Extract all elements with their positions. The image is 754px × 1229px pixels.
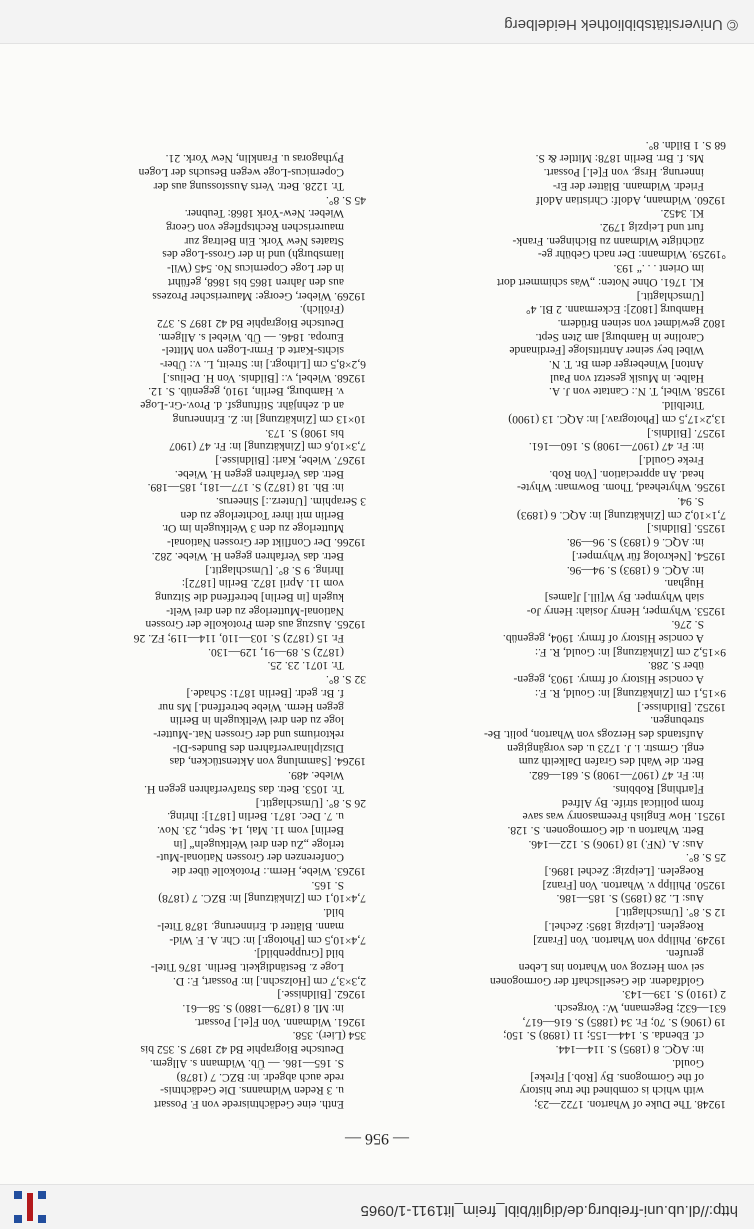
text-line: 19255. [Bildnis.] [647,522,726,536]
text-line: Gould. [672,1056,704,1070]
text-line: in: AQC. 6 (1893) S. 96—98. [566,536,704,550]
text-line: 19253. Whymper, Henry Josiah: Henry Jo- [526,604,726,618]
text-line: v. Hamburg, Berlin, 1910, gegenüb. S. 12. [148,385,344,399]
text-line: züchtigte Widmann zu Bichingen. Frank- [512,234,704,248]
text-line: mann. Blätter d. Erinnerung. 1878 Titel- [157,919,344,933]
text-line: 9×15,2 cm [Zinkätzung] in: Gould, R. F.: [534,645,726,659]
text-line: engl. Grmstr. i. J. 1723 u. des vorgängigen [507,741,704,755]
text-line: gegen Herm. Wiebe betreffend.] Ms nur [158,700,344,714]
text-line: rektoriums und der Grossen Nat.-Mutter- [153,728,344,742]
text-line: 7,4×10,5 cm [Photogr.] in: Chr. A. F. Wid- [169,933,366,947]
text-line: furt und Leipzig 1792. [599,221,704,234]
text-line: F[arthing] Robbins. [612,782,704,796]
text-line: in: Fr. 47 (1907—1908) S. 681—682. [528,769,704,783]
text-line: liamsburgh) und in der Gross-Loge des [162,248,344,262]
text-line: Wiebe. 489. [288,769,344,783]
text-line: 19268. Wiebel, v.: [Bildnis. Von H. Delius.] [163,371,366,385]
footer-copyright: © Universitätsbibliothek Heidelberg [504,16,738,33]
text-line: Caroline in Hamburg] am 2ten Sept. [535,330,704,344]
text-line: S. 94. [677,495,704,509]
text-line: 7,4×10,1 cm [Zinkätzung] in: BZC. 7 (1878) [158,892,366,906]
text-line: 45 S. 8°. [325,193,366,207]
text-line: 2 (1910) S. 139—143. [621,988,726,1002]
text-line: vom 11. April 1872. Berlin [1872]: [181,577,344,591]
text-line: 19254. [Nekrolog für Whymper.] [571,549,726,563]
text-line: im Orient . . .“ 193. [613,262,704,276]
text-line: 19250. Philipp v. Wharton. Von [Franz] [542,878,726,892]
text-line: u. 7. Dec. 1871. Berlin [1871]: Ihring. [167,810,344,824]
text-line: Pythagoras u. Franklin, New York. 21. [165,152,344,166]
text-line: 19 (1906) S. 70; Fr. 34 (1885) S. 616—617, [522,1015,726,1029]
text-line: Betr. die Wahl des Grafen Dalkeith zum [518,755,704,769]
text-line: [Umschlagtit.] [636,289,704,303]
text-line: Aus: A. (NF.) 18 (1906) S. 122—146. [528,837,704,851]
text-line: Hughan. [664,577,704,591]
text-line: 6,2×8,5 cm [Lithogr.] in: Streitt, L. v.: Über- [159,358,366,372]
text-line: 26 S. 8°. [Umschlagtit.] [255,796,366,810]
text-line: Titelbild. [661,399,704,413]
text-line: in: Fr. 47 (1907—1908) S. 160—161. [528,440,704,454]
text-line: 7,1×10,2 cm [Zinkätzung] in: AQC. 6 (1893) [516,508,726,522]
text-line: head. An appreciation. [Von Rob. [549,467,704,481]
text-line: Goldfadenr. die Gesellschaft der Gormogonen [489,974,704,988]
text-line: Betr. das Verfahren gegen H. Wiebe. [174,467,344,481]
text-line: Berlin mit ihrer Tochterloge zu den [180,508,344,522]
text-line: Kl. 1761. Ohne Noten: „Was schimmert dort [496,275,704,289]
text-line: 19261. Widmann. Von F[el.] Possart. [194,1015,366,1029]
text-line: Europa. 1846. — Üb. Wiebel s. Allgem. [158,330,344,344]
text-line: Wieber. New-York 1868: Teubner. [184,207,344,221]
text-line: cf. Ebenda. S. 144—155; 11 (1898) S. 150; [503,1029,704,1043]
text-line: 19262. [Bildnisse.] [277,988,366,1002]
text-line: aus den Jahren 1865 bis 1868, geführt [167,275,344,289]
text-line: über S. 288. [647,659,704,673]
text-line: S. 165. [311,878,344,892]
text-line: an d. zehnjähr. Stiftungsf. d. Prov.-Gr.-Loge [140,399,344,413]
text-line: from political strife. By Alfred [562,796,704,810]
text-line: Roegelen. [Leipzig: Zechel 1896.] [544,865,704,879]
text-line: siah Whymper. By W[ill.] J[ames] [544,590,704,604]
library-logo-icon [14,1191,46,1223]
text-line: bis 1908) S. 173. [265,426,344,440]
text-line: 19260. Widmann, Adolf: Christian Adolf [536,193,726,207]
text-line: 9×15,1 cm [Zinkätzung] in: Gould, R. F.: [534,686,726,700]
text-line: Loge z. Beständigkeit. Berlin. 1876 Titel- [150,960,344,974]
text-line: Tr. 1053. Betr. das Strafverfahren gegen H. [144,782,344,796]
text-column-left [386,138,726,1111]
text-line: Disziplinarverfahren des Bundes-Di- [172,741,344,755]
text-line: 25 S. 8°. [685,851,726,865]
text-line: 631—632; Begemann, W.: Vorgesch. [554,1002,726,1016]
text-line: Staates New York. Ein Beitrag zur [184,234,344,248]
text-line: rede auch abgedr. in: BZC. 7 (1878) [176,1070,344,1084]
text-line: 3 Seraphim. [Unterz.:] Sineerus. [215,495,366,509]
text-line: 19258. Wibel, T. N.: Cantate von J. A. [549,385,726,399]
text-line: Enth. eine Gedächtnisrede von F. Possart [153,1098,344,1111]
page-number: — 956 — [345,1130,409,1147]
text-line: Friedr. Widmann. Blätter der Er- [552,179,704,193]
text-line: °19259. Widmann: Der nach Gebühr ge- [537,248,726,262]
text-line: innerung. Hrsg. von F[el.] Possart. [543,166,704,180]
text-line: in: Ml. 8 (1879—1880) S. 58—61. [182,1002,344,1016]
text-line: 19264. [Sammlung von Aktenstücken, das [169,755,366,769]
text-line: (1872) S. 89—91, 129—130. [208,645,344,659]
text-line: 19251. How English Freemasonry was save [522,810,726,824]
text-line: Fr. 15 (1872) S. 103—110, 114—119; FZ. 26 [133,632,344,646]
text-line: gerufen. [665,947,704,961]
text-line: Conferenzen der Grossen National-Mut- [156,851,344,865]
text-line: Berlin] vom 11. Mai, 14. Sept., 23. Nov. [157,823,344,837]
text-line: 19249. Philipp von Wharton. Von [Franz] [533,933,726,947]
text-line: 19265. Auszug aus dem Protokolle der Grossen [145,618,366,632]
text-line: kugeln [in Berlin] betreffend die Sitzung [155,590,344,604]
text-line: sichts-Karte d. Frmr-Logen von Mittel- [161,344,344,358]
text-line: Ms. f. Brr. Berlin 1878: Mittler & S. [535,152,704,166]
text-line: strebungen. [650,714,704,728]
text-line: 10×13 cm [Zinkätzung] in: Z. Erinnerung [172,412,366,426]
text-line: Deutsche Biographie Bd 42 1897 S. 352 bis [140,1043,344,1057]
text-line: sei vom Herzog von Wharton ins Leben [518,960,704,974]
text-line: maurerischen Rechtspflege von Georg [166,221,344,234]
text-line: terloge „Zu den drei Weltkugeln“ [in [173,837,344,851]
text-line: loge zu den drei Weltkugeln in Berlin [169,714,344,728]
text-line: Tr. 1071. 23. 25. [267,659,344,673]
text-line: 19252. [Bildnisse.] [637,700,726,714]
text-line: 19257. [Bildnis.] [647,426,726,440]
text-line: Freke Gould.] [638,453,704,467]
text-line: in der Loge Copernicus No. 545 (Wil- [167,262,344,276]
text-line: in: AQC. 6 (1893) S. 94—96. [566,563,704,577]
text-line: Wibel bey seiner Antrittsloge [Ferdinande [509,344,704,358]
text-line: 19267. Wiebe, Karl: [Bildnisse.] [215,453,366,467]
text-line: in: AQC. 8 (1895) S. 114—144. [555,1043,704,1057]
text-line: in: Bh. 18 (1872) S. 177—181, 185—189. [147,481,344,495]
viewer-footer-bar [0,0,754,44]
text-line: 1802 gewidmet von seinen Brüdern. [557,316,726,330]
text-line: Ihring. 9 S. 8°. [Umschlagtit.] [205,563,344,577]
text-line: Roegelen. [Leipzig 1895: Zechel.] [544,919,704,933]
text-line: 12 S. 8°. [Umschlagtit.] [615,906,726,920]
text-line: Aufstands des Herzogs von Wharton, polit. Be- [483,728,704,742]
text-line: Deutsche Biographie Bd 42 1897 S. 372 [156,316,344,330]
text-line: 7,3×10,6 cm [Zinkätzung] in: Fr. 47 (1907 [169,440,366,454]
text-line: 19269. Wieber, George: Maurerischer Prozess [152,289,366,303]
text-line: bild. [323,906,344,920]
text-line: 32 S. 8°. [325,673,366,687]
text-line: Halbe. in Musik gesetzt von Paul [550,371,704,385]
text-line: National-Mutterloge zu den drei Welt- [166,604,344,618]
text-line: A concise History of frmry. 1904, gegenüb. [502,632,704,646]
text-line: f. Br. gedr. [Berlin 1871: Schade.] [186,686,344,700]
text-line: S. 165—186. — Üb. Widmann s. Allgem. [149,1056,344,1070]
text-line: with which is combined the true history [519,1084,704,1098]
source-url[interactable]: http://dl.ub.uni-freiburg.de/diglit/bibl_freim_lit1911-1/0965 [360,1202,738,1219]
text-line: Aus: L. 28 (1895) S. 185—186. [556,892,704,906]
text-line: Kl. 3452. [660,207,704,221]
viewer-header-bar [0,1184,754,1229]
text-line: S. 276. [671,618,704,632]
text-line: Betr. das Verfahren gegen H. Wiebe. 282. [151,549,344,563]
text-line: u. 3 Reden Widmanns. Die Gedächtnis- [160,1084,344,1098]
text-line: of the Gormogons. By [Rob.] F[reke] [530,1070,704,1084]
text-line: Mutterloge zu den 3 Weltkugeln im Or. [161,522,344,536]
text-line: Hamburg [1802]: Eckermann. 2 Bl. 4° [526,303,704,317]
text-line: Anton] Wineberger dem Br. T. N. [548,358,704,372]
text-line: Tr. 1228. Betr. Verts Ausstossung aus der [153,179,344,193]
text-line: 19248. The Duke of Wharton. 1722—23; [534,1098,726,1111]
text-line: 19266. Der Conflikt der Grossen National- [167,536,366,550]
text-line: bild [Gruppenbild]. [253,947,344,961]
text-line: 19256. Whytehead, Thom. Bowman: Whyte- [517,481,726,495]
text-line: (Frölich). [299,303,344,317]
text-line: Copernicus-Loge wegen Besuchs der Logen [138,166,344,180]
text-line: Betr. Wharton u. die Gormogonen. S. 128. [507,823,704,837]
text-line: A concise History of frmry. 1903, gegen- [513,673,704,687]
text-column-right [26,152,366,1111]
text-line: 68 S. 1 Bildn. 8°. [645,138,726,152]
text-line: 2,3×3,7 cm [Holzschn.] in: Possart, F.: D. [172,974,366,988]
text-line: 13,2×17,5 cm [Photograv.] in: AQC. 13 (1900) [508,412,726,426]
text-line: 354 (Lier). 358. [292,1029,366,1043]
text-line: 19263. Wiebe, Herm.: Protokolle über die [171,865,366,879]
